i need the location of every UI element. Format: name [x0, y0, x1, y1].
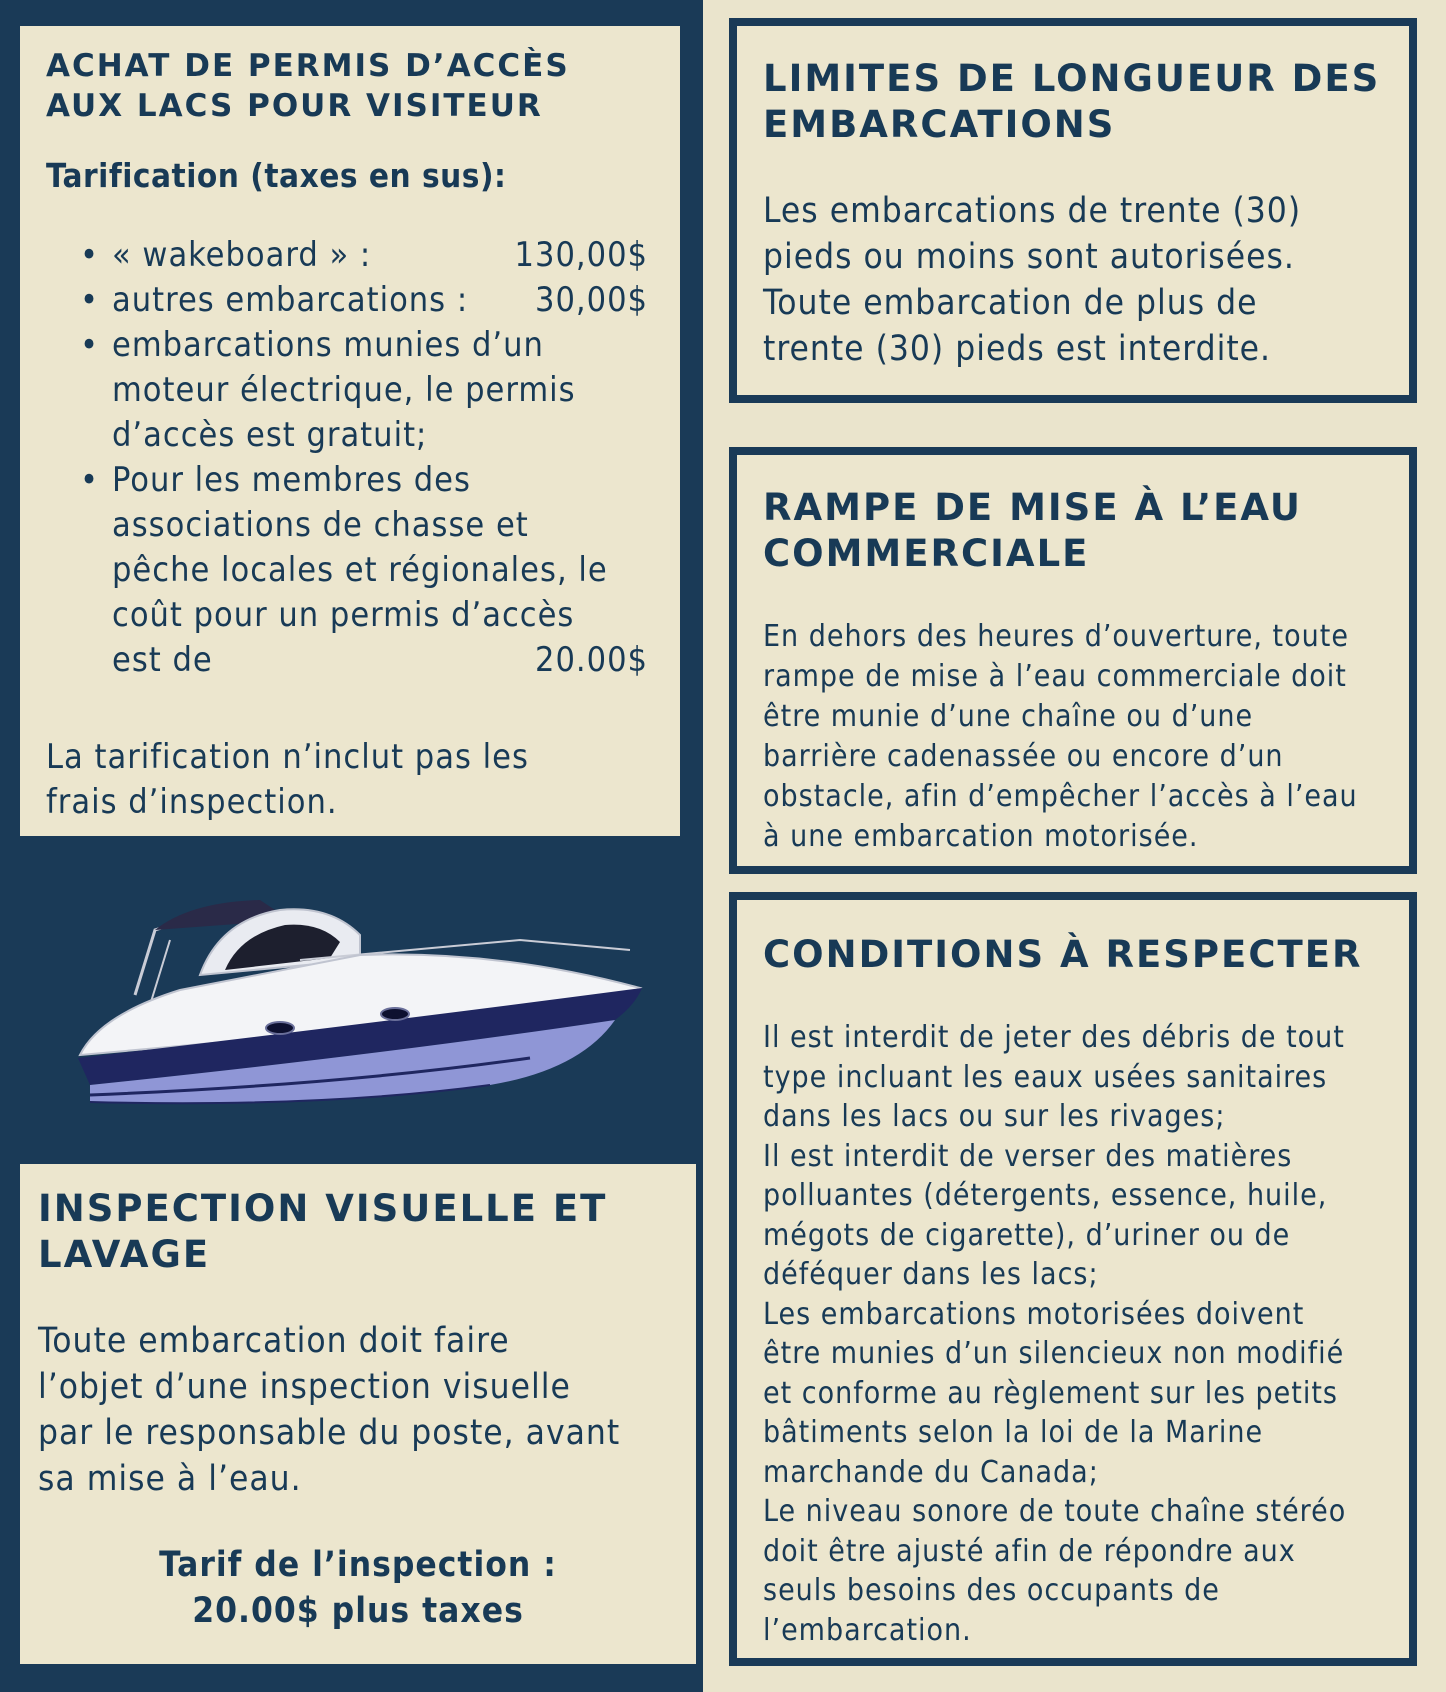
pricing-text-line: pêche locales et régionales, le [112, 550, 608, 590]
conditions-line: seuls besoins des occupants de [763, 1573, 1220, 1608]
conditions-line: Il est interdit de verser des matières [763, 1138, 1293, 1174]
inspection-fee-line: 20.00$ plus taxes [192, 1591, 524, 1631]
conditions-line: polluantes (détergents, essence, huile, [763, 1178, 1328, 1213]
conditions-line: mégots de cigarette), d’uriner ou de [763, 1217, 1291, 1253]
conditions-line: Les embarcations motorisées doivent [763, 1296, 1305, 1332]
length-body-line: Toute embarcation de plus de [763, 283, 1258, 323]
inspection-body-line: par le responsable du poste, avant [38, 1413, 621, 1453]
ramp-body-line: être munie d’une chaîne ou d’une [763, 699, 1254, 734]
inspection-title-line: INSPECTION VISUELLE ET [38, 1187, 608, 1230]
pricing-label: est de [112, 640, 213, 680]
launch-ramp-title [763, 485, 1383, 577]
conditions-line: doit être ajusté afin de répondre aux [763, 1533, 1296, 1569]
length-limits-body [763, 188, 1383, 372]
conditions-line: bâtiments selon la loi de la Marine [763, 1415, 1264, 1450]
pricing-text-line: • embarcations munies d’un [112, 325, 544, 365]
inspection-fee [38, 1542, 678, 1634]
conditions-title: CONDITIONS À RESPECTER [763, 933, 1363, 976]
conditions-box [729, 892, 1417, 1666]
pricing-item-other [86, 278, 654, 323]
inspection-title [38, 1186, 678, 1278]
length-title-line: EMBARCATIONS [763, 103, 1116, 146]
length-body-line: Les embarcations de trente (30) [763, 191, 1302, 231]
pricing-text-line: • Pour les membres des [112, 460, 471, 500]
pricing-footnote [46, 735, 654, 825]
pricing-text-line: moteur électrique, le permis [112, 370, 576, 410]
conditions-line: type incluant les eaux usées sanitaires [763, 1059, 1328, 1095]
conditions-body [763, 1018, 1383, 1650]
conditions-line: l’embarcation. [763, 1612, 972, 1648]
length-limits-box [729, 18, 1417, 403]
permit-title-line: AUX LACS POUR VISITEUR [46, 88, 543, 124]
launch-ramp-box [729, 447, 1417, 874]
inspection-fee-line: Tarif de l’inspection : [159, 1545, 557, 1585]
permit-title [46, 46, 654, 126]
inspection-title-line: LAVAGE [38, 1233, 211, 1276]
pricing-subtitle: Tarification (taxes en sus): [46, 156, 507, 195]
conditions-line: Le niveau sonore de toute chaîne stéréo [763, 1494, 1347, 1529]
ramp-body-line: En dehors des heures d’ouverture, toute [763, 619, 1349, 654]
footnote-line: frais d’inspection. [46, 782, 338, 822]
pricing-price: 20.00$ [535, 640, 648, 680]
pricing-text-line: d’accès est gratuit; [112, 415, 428, 455]
pricing-label: • autres embarcations : [112, 280, 469, 320]
length-title-line: LIMITES DE LONGUEUR DES [763, 57, 1381, 100]
inspection-body-line: l’objet d’une inspection visuelle [38, 1367, 571, 1407]
pricing-label: • « wakeboard » : [112, 235, 372, 275]
ramp-body-line: barrière cadenassée ou encore d’un [763, 739, 1284, 774]
ramp-title-line: COMMERCIALE [763, 532, 1090, 575]
conditions-line: Il est interdit de jeter des débris de tout [763, 1020, 1345, 1055]
length-body-line: pieds ou moins sont autorisées. [763, 237, 1295, 277]
pricing-item-members [86, 458, 654, 683]
length-body-line: trente (30) pieds est interdite. [763, 329, 1272, 369]
conditions-line: et conforme au règlement sur les petits [763, 1375, 1338, 1411]
inspection-body [38, 1318, 678, 1502]
ramp-body-line: obstacle, afin d’empêcher l’accès à l’eau [763, 779, 1358, 814]
footnote-line: La tarification n’inclut pas les [46, 737, 529, 777]
conditions-line: marchande du Canada; [763, 1454, 1099, 1490]
pricing-item-wakeboard [86, 233, 654, 278]
ramp-body-line: rampe de mise à l’eau commerciale doit [763, 659, 1347, 694]
conditions-line: déféquer dans les lacs; [763, 1257, 1099, 1292]
pricing-text-line: associations de chasse et [112, 505, 529, 545]
motorboat-illustration-icon [60, 880, 650, 1130]
ramp-title-line: RAMPE DE MISE À L’EAU [763, 486, 1302, 529]
pricing-text-line: coût pour un permis d’accès [112, 595, 575, 635]
pricing-price: 130,00$ [514, 235, 648, 275]
conditions-line: être munies d’un silencieux non modifié [763, 1336, 1345, 1371]
inspection-box [20, 1164, 696, 1664]
conditions-line: dans les lacs ou sur les rivages; [763, 1099, 1226, 1134]
ramp-body-line: à une embarcation motorisée. [763, 819, 1199, 854]
pricing-item-electric [86, 323, 654, 458]
inspection-body-line: sa mise à l’eau. [38, 1459, 302, 1499]
permit-purchase-box [20, 26, 680, 836]
launch-ramp-body [763, 617, 1383, 857]
permit-title-line: ACHAT DE PERMIS D’ACCÈS [46, 48, 570, 84]
length-limits-title [763, 56, 1383, 148]
inspection-body-line: Toute embarcation doit faire [38, 1321, 510, 1361]
pricing-price: 30,00$ [535, 280, 648, 320]
pricing-list [46, 233, 654, 683]
